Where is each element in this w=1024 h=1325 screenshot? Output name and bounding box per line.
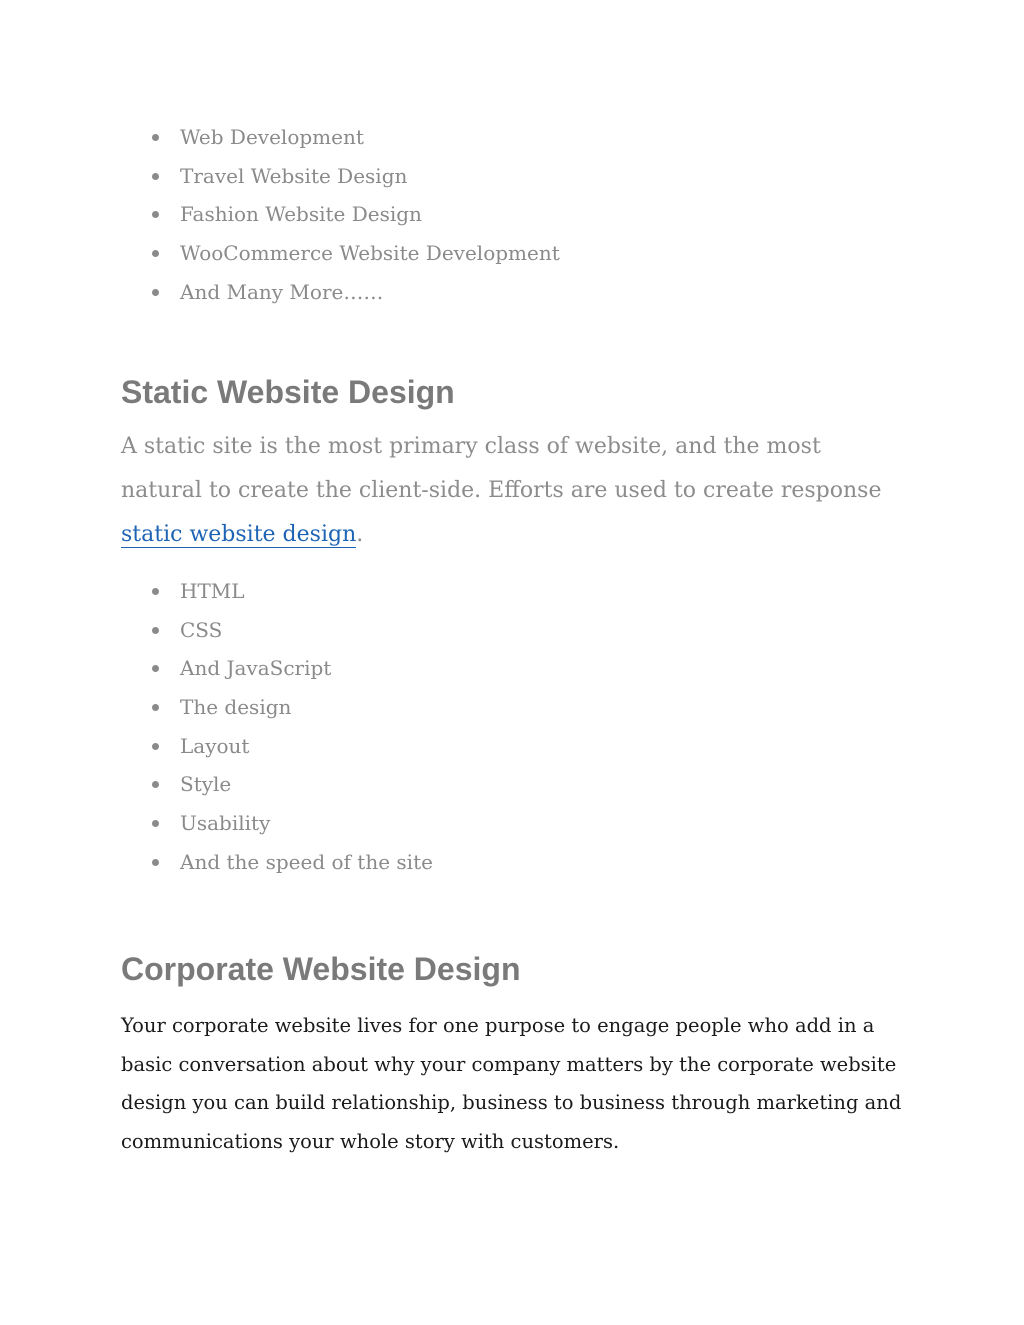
bullet-icon	[152, 859, 159, 866]
bullet-icon	[152, 289, 159, 296]
bullet-icon	[152, 704, 159, 711]
list-item	[152, 617, 433, 656]
list-item-label: Layout	[180, 733, 250, 758]
static-paragraph-text: A static site is the most primary class of website, and the most natural to create the client-side. Efforts are used to create response	[121, 434, 882, 503]
list-item	[152, 279, 560, 318]
list-item-label: Style	[180, 772, 232, 797]
list-item-label: Usability	[180, 811, 271, 836]
bullet-icon	[152, 665, 159, 672]
list-item-label: WooCommerce Website Development	[180, 241, 560, 266]
list-item	[152, 694, 433, 733]
list-item	[152, 578, 433, 617]
list-item	[152, 201, 560, 240]
list-item	[152, 655, 433, 694]
list-item-label: And JavaScript	[180, 656, 332, 681]
bullet-icon	[152, 627, 159, 634]
bullet-icon	[152, 781, 159, 788]
list-item	[152, 163, 560, 202]
list-item	[152, 124, 560, 163]
list-item	[152, 849, 433, 888]
list-item-label: And the speed of the site	[180, 849, 433, 874]
bullet-icon	[152, 134, 159, 141]
bullet-icon	[152, 173, 159, 180]
list-item-label: The design	[180, 695, 292, 720]
static-paragraph-end: .	[356, 522, 364, 547]
static-section-heading: Static Website Design	[121, 374, 455, 410]
services-list	[152, 124, 560, 317]
bullet-icon	[152, 250, 159, 257]
bullet-icon	[152, 211, 159, 218]
list-item	[152, 733, 433, 772]
corporate-section-paragraph: Your corporate website lives for one purpose to engage people who add in a basic conversation about why your company matters by the corporate website design you can build relationship, business to business through marketing and communications your whole story with customers.	[121, 1014, 902, 1154]
bullet-icon	[152, 820, 159, 827]
list-item-label: CSS	[180, 617, 223, 642]
static-features-list	[152, 578, 433, 888]
list-item	[152, 771, 433, 810]
corporate-section-heading: Corporate Website Design	[121, 951, 521, 987]
static-section-paragraph	[121, 425, 901, 557]
list-item-label: Web Development	[180, 125, 364, 149]
static-website-design-link[interactable]: static website design	[121, 522, 357, 547]
list-item	[152, 240, 560, 279]
bullet-icon	[152, 588, 159, 595]
list-item-label: Fashion Website Design	[180, 202, 422, 227]
list-item	[152, 810, 433, 849]
list-item-label: Travel Website Design	[180, 163, 408, 188]
list-item-label: And Many More……	[180, 279, 384, 304]
bullet-icon	[152, 743, 159, 750]
list-item-label: HTML	[180, 579, 245, 603]
